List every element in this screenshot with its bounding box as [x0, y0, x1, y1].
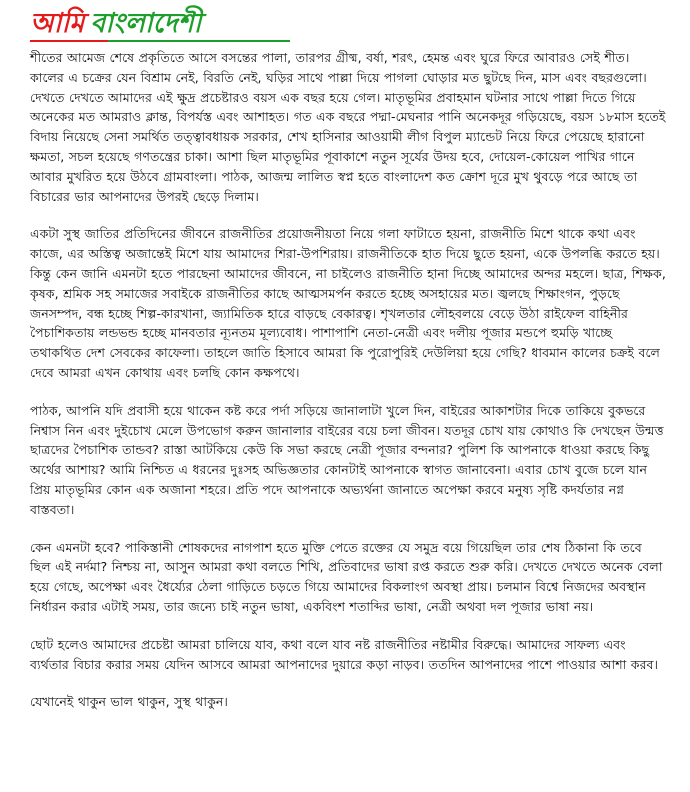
article-paragraph-1: শীতের আমেজ শেষে প্রকৃতিতে আসে বসন্তের পালা, তারপর গ্রীষ্ম, বর্ষা, শরৎ, হেমন্ত এবং ঘুরে ফিরে আবারও সেই শীত। কালের এ চক্রের যেন বিশ্রাম নেই, বিরতি নেই, ঘড়ির সাথে পাল্লা দিয়ে পাগলা ঘোড়ার মত ছুটছে দিন, মাস এবং বছরগুলো। দেখতে দেখতে আমাদের এই ক্ষুদ্র প্রচেষ্টারও বয়স এক বছর হয়ে গেল। মাতৃভূমির প্রবাহমান ঘটনার সাথে পাল্লা দিতে গিয়ে অনেকের মত আমরাও ক্লান্ত, বিপর্যস্ত এবং আশাহত। গত এক বছরে পদ্মা-মেঘনার পানি অনেকদূর গড়িয়েছে, বয়স ১৮মাস হতেই বিদায় নিয়েছে সেনা সমর্থিত তত্ত্বাবধায়ক সরকার, শেখ হাসিনার আওয়ামী লীগ বিপুল ম্যান্ডেট নিয়ে ফিরে পেয়েছে হারানো ক্ষমতা, সচল হয়েছে গণতন্ত্রের চাকা। আশা ছিল মাতৃভূমির পূবাকাশে নতুন সূর্যের উদয় হবে, দোয়েল-কোয়েল পাখির গানে আবার মুখরিত হয়ে উঠবে গ্রামবাংলা। পাঠক, আজন্ম লালিত স্বপ্ন হতে বাংলাদেশ কত ক্রোশ দূরে মুখ থুবড়ে পরে আছে তা বিচারের ভার আপনাদের উপরই ছেড়ে দিলাম।	[30, 50, 666, 204]
article-paragraph-4: কেন এমনটা হবে? পাকিস্তানী শোষকদের নাগপাশ হতে মুক্তি পেতে রক্তের যে সমুদ্র বয়ে গিয়েছিল তার শেষ ঠিকানা কি তবে ছিল এই নর্দমা? নিশ্চয় না, আসুন আমরা কথা বলতে শিখি, প্রতিবাদের ভাষা রপ্ত করতে শুরু করি। দেখতে দেখতে অনেক বেলা হয়ে গেছে, অপেক্ষা এবং ধৈর্য্যের ঠেলা গাড়িতে চড়তে গিয়ে আমাদের বিকলাংগ অবস্থা প্রায়। চলমান বিশ্বে নিজদের অবস্থান নির্ধারন করার এটাই সময়, তার জন্যে চাই নতুন ভাষা, একবিংশ শতাব্দির ভাষা, নেত্রী অথবা দল পূজার ভাষা নয়।	[30, 539, 663, 614]
article-paragraph-3: পাঠক, আপনি যদি প্রবাসী হয়ে থাকেন কষ্ট করে পর্দা সড়িয়ে জানালাটা খুলে দিন, বাইরের আকাশটার দিকে তাকিয়ে বুকভরে নিশ্বাস নিন এবং দুইচোখ মেলে উপভোগ করুন জানালার বাইরের বয়ে চলা জীবন। যতদূর চোখ যায় কোথাও কি দেখছেন উন্মত্ত ছাত্রদের পৈচাশিক তান্ডব? রাস্তা আটকিয়ে কেউ কি সভা করছে নেত্রী পূজার বন্দনার? পুলিশ কি আপনাকে ধাওয়া করছে কিছু অর্থের আশায়? আমি নিশ্চিত এ ধরনের দুঃসহ অভিজ্ঞতার কোনটাই আপনাকে স্বাগত জানাবেনা। এবার চোখ বুজে চলে যান প্রিয় মাতৃভূমির কোন এক অজানা শহরে। প্রতি পদে আপনাকে অভ্যর্থনা জানাতে অপেক্ষা করবে মনুষ্য সৃষ্টি কদর্যতার নগ্ন বাস্তবতা।	[30, 402, 664, 517]
logo-text-bangladeshi: বাংলাদেশী	[90, 8, 202, 39]
logo-text-ami: আমি	[30, 8, 85, 39]
article-paragraph-2: একটা সুস্থ জাতির প্রতিদিনের জীবনে রাজনীতির প্রয়োজনীয়তা নিয়ে গলা ফাটাতে হয়না, রাজনীতি মিশে থাকে কথা এবং কাজে, এর অস্তিত্ব অজান্তেই মিশে যায় আমাদের শিরা-উপশিরায়। রাজনীতিকে হাত দিয়ে ছুতে হয়না, একে উপলব্ধি করতে হয়। কিন্তু কেন জানি এমনটা হতে পারছেনা আমাদের জীবনে, না চাইলেও রাজনীতি হানা দিচ্ছে আমাদের অন্দর মহলে। ছাত্র, শিক্ষক, কৃষক, শ্রমিক সহ সমাজের সবাইকে রাজনীতির কাছে আত্মসমর্পন করতে হচ্ছে অসহায়ের মত। জ্বলছে শিক্ষাংগন, পুড়ছে জনসম্পদ, বন্ধ হচ্ছে শিল্প-কারখানা, জ্যামিতিক হারে বাড়ছে বেকারত্ব। শৃখলতার লৌহবলয়ে বেড়ে উঠা রাইফেল বাহিনীর পৈচাশিকতায় লন্ডভন্ড হচ্ছে মানবতার ন্যূনতম মূল্যবোধ। পাশাপাশি নেতা-নেত্রী এবং দলীয় পূজার মন্ডপে হুমড়ি খাচ্ছে তথাকথিত দেশ সেবকের কাফেলা। তাহলে জাতি হিসাবে আমরা কি পুরোপুরিই দেউলিয়া হয়ে গেছি? ধাবমান কালের চক্রই বলে দেবে আমরা এখন কোথায় এবং চলছি কোন কক্ষপথে।	[30, 226, 666, 380]
article-paragraph-6: যেখানেই থাকুন ভাল থাকুন, সুস্থ থাকুন।	[30, 694, 228, 710]
site-logo	[30, 6, 201, 42]
logo-underline	[30, 40, 290, 42]
article-paragraph-5: ছোট হলেও আমাদের প্রচেষ্টা আমরা চালিয়ে যাব, কথা বলে যাব নষ্ট রাজনীতির নষ্টামীর বিরুদ্ধে। আমাদের সাফল্য এবং ব্যর্থতার বিচার করার সময় যেদিন আসবে আমরা আপনাদের দুয়ারে কড়া নাড়ব। ততদিন আপনাদের পাশে পাওয়ার আশা করব।	[30, 636, 659, 672]
article-body	[30, 48, 666, 730]
